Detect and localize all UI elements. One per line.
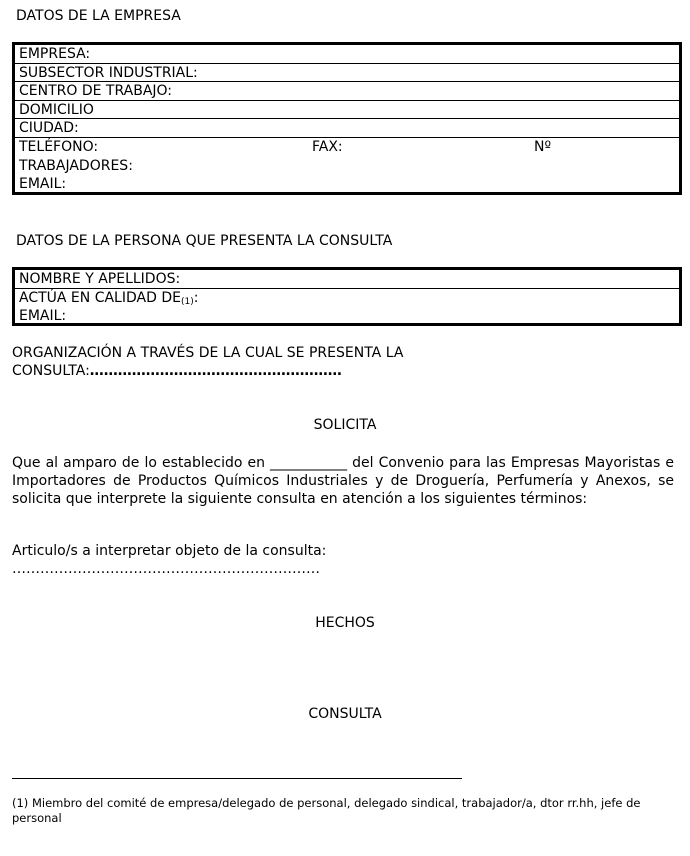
persona-form-box [12,267,682,326]
email-empresa-field[interactable]: EMAIL: [19,176,67,193]
articulo-dots[interactable]: ………………………………………………………… [12,561,320,577]
empresa-form-box [12,42,682,195]
actua-field[interactable]: ACTÚA EN CALIDAD $DE_{(1)}$: [19,289,199,307]
solicita-heading: SOLICITA [313,417,377,433]
trabajadores-field[interactable]: TRABAJADORES: [19,157,133,174]
empresa-heading: DATOS DE LA EMPRESA [16,8,181,24]
numero-label: Nº [534,138,552,155]
solicita-body: Que al amparo de lo establecido en ___________ del Convenio para las Empresas Mayoristas e Importadores de Productos Químicos Industriales y de Droguería, Perfumería y Anexos, se solicita que interprete la siguiente consulta en atención a los siguientes términos: [12,455,674,507]
articulo-label: Articulo/s a interpretar objeto de la consulta: [12,543,327,559]
organizacion-line2[interactable] [12,363,342,379]
organizacion-label: CONSULTA: [12,363,90,379]
footnote-ref: (1) [180,296,194,307]
footnote-divider [12,778,462,779]
consulta-heading: CONSULTA [308,706,382,722]
domicilio-field[interactable]: DOMICILIO [15,101,679,120]
hechos-heading: HECHOS [315,615,375,631]
organizacion-dots: ……………………………………………… [89,363,342,379]
centro-trabajo-field[interactable]: CENTRO DE TRABAJO: [15,82,679,101]
fax-label: FAX: [312,138,343,155]
subsector-field[interactable]: SUBSECTOR INDUSTRIAL: [15,64,679,83]
telefono-label: TELÉFONO: [19,138,99,155]
nombre-field[interactable]: NOMBRE Y APELLIDOS: [15,270,679,289]
email-persona-field[interactable]: EMAIL: [19,308,67,325]
footnote-text: (1) Miembro del comité de empresa/delegado de personal, delegado sindical, trabajador/a, dtor rr.hh, jefe de personal [12,796,641,825]
organizacion-line1: ORGANIZACIÓN A TRAVÉS DE LA CUAL SE PRESENTA LA [12,345,404,361]
persona-heading: DATOS DE LA PERSONA QUE PRESENTA LA CONSULTA [16,233,393,249]
empresa-field[interactable]: EMPRESA: [15,45,679,64]
telefono-row[interactable] [15,138,679,157]
ciudad-field[interactable]: CIUDAD: [15,119,679,138]
